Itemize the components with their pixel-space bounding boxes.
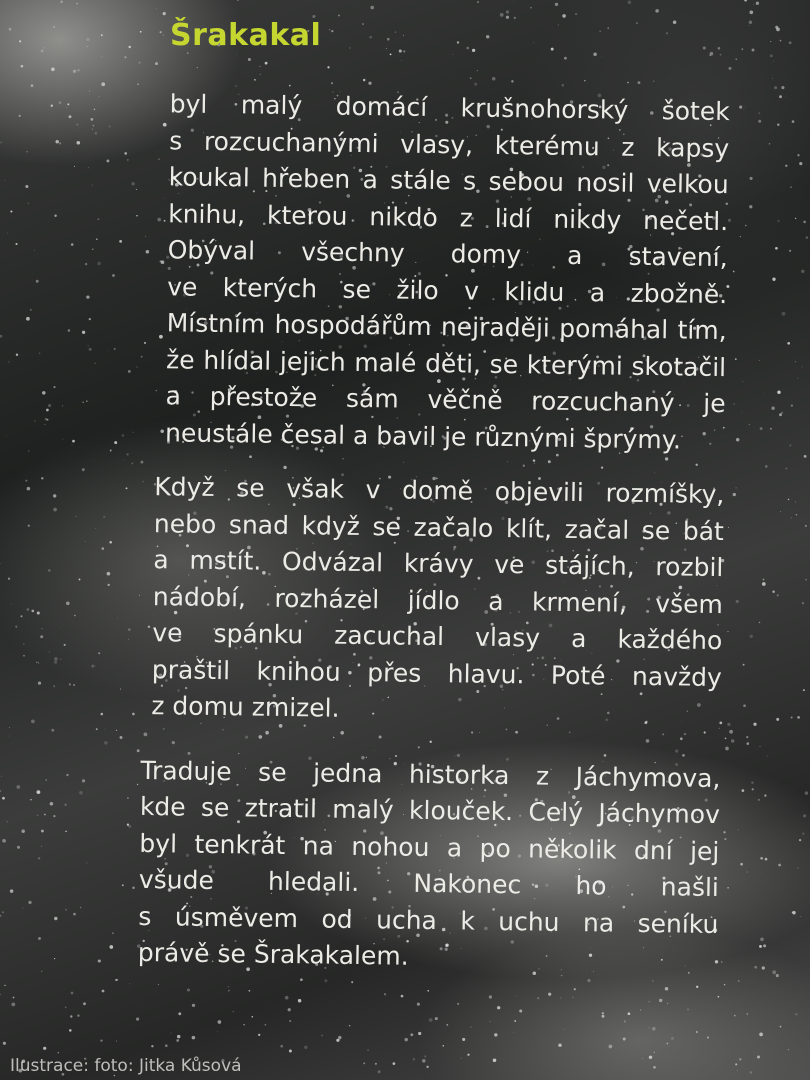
sign-title: Šrakakal [170,18,322,53]
text-line: a mstít. Odvázal krávy ve stájích, rozbil [153,545,724,583]
text-line: a přestože sám věčně rozcuchaný je [165,381,726,419]
text-line: nebo snad když se začalo klít, začal se bát [153,508,725,546]
text-line: byl tenkrát na nohou a po několik dní jej [139,828,720,866]
text-line: s rozcuchanými vlasy, kterému z kapsy [169,125,730,163]
text-line: knihu, kterou nikdo z lidí nikdy nečetl. [168,198,729,236]
text-line: že hlídal jejich malé děti, se kterými skotačil [165,344,727,382]
sign-body [138,86,730,980]
paragraph-1 [145,86,730,459]
text-line: ve spánku zacuchal vlasy a každého [152,618,723,656]
text-line: byl malý domácí krušnohorský šotek [169,89,730,127]
paragraph-3 [138,752,721,979]
text-line: z domu zmizel. [151,691,340,723]
photo-credit: Ilustrace: foto: Jitka Kůsová [10,1056,242,1076]
text-line: kde se ztratil malý klouček. Celý Jáchymov [139,791,721,830]
text-line: ve kterých se žilo v klidu a zbožně. [167,271,728,309]
text-line: Když se však v domě objevili rozmíšky, [154,472,725,510]
paragraph-2 [141,469,725,733]
text-line: nádobí, rozházel jídlo a krmení, všem [152,581,724,619]
text-line: s úsměvem od ucha k uchu na seníku [138,901,719,939]
text-line: koukal hřeben a stále s sebou nosil velkou [168,162,729,200]
text-line: neustále česal a bavil je různými šprýmy. [164,417,682,454]
text-line: Traduje se jedna historka z Jáchymova, [140,755,721,793]
text-line: Obýval všechny domy a stavení, [167,235,728,273]
text-line: právě se Šrakakalem. [137,937,409,971]
text-line: praštil knihou přes hlavu. Poté navždy [151,654,723,692]
text-line: Místním hospodářům nejraději pomáhal tím, [166,308,727,346]
text-line: všude hledali. Nakonec ho našli [138,864,720,903]
